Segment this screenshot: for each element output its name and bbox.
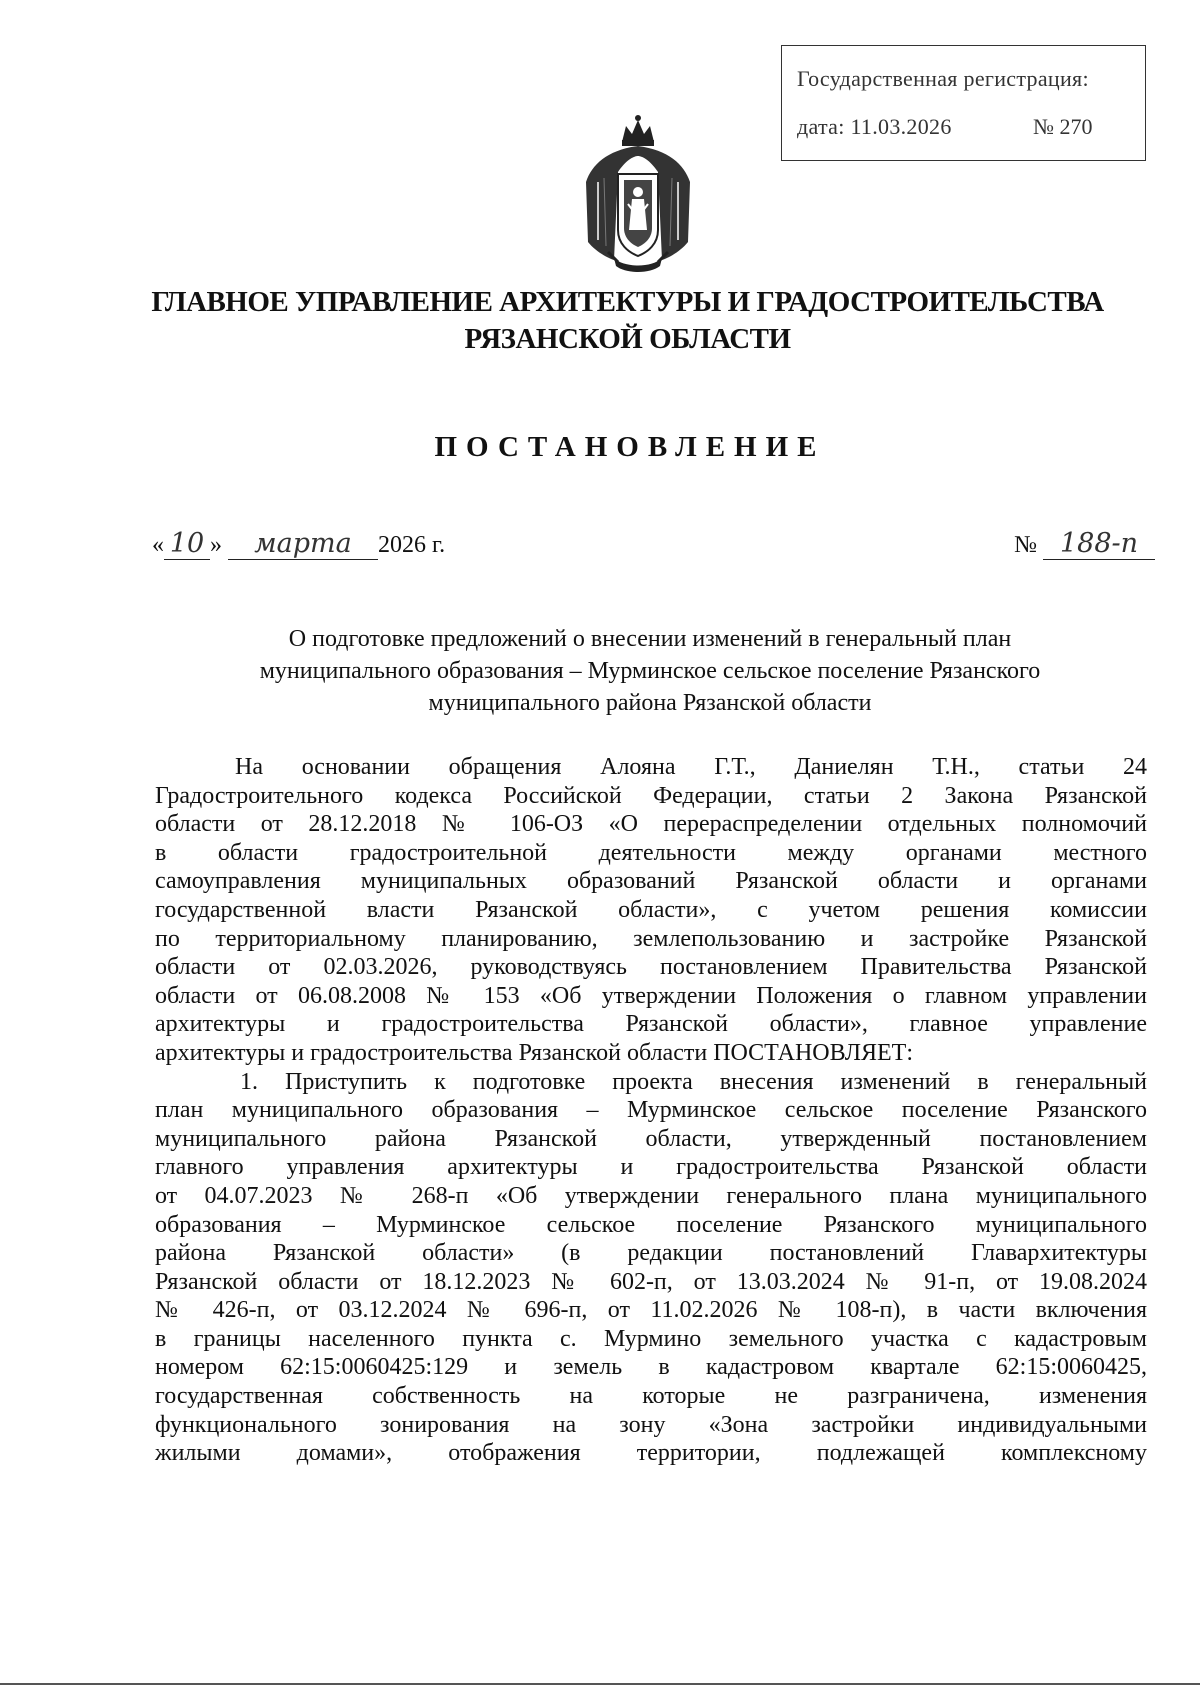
- body-line: государственная собственность на которые не разграничена, изменения: [155, 1383, 1147, 1410]
- body-line: план муниципального образования – Мурминское сельское поселение Рязанского: [155, 1097, 1147, 1124]
- body-line: района Рязанской области» (в редакции постановлений Главархитектуры: [155, 1240, 1147, 1267]
- body-line: № 426-п, от 03.12.2024 № 696-п, от 11.02.2026 № 108-п), в части включения: [155, 1297, 1147, 1324]
- body-line: самоуправления муниципальных образований Рязанской области и органами: [155, 868, 1147, 895]
- body-line: образования – Мурминское сельское поселение Рязанского муниципального: [155, 1211, 1147, 1238]
- number-prefix: №: [1014, 532, 1037, 558]
- number-value: 188-п: [1043, 529, 1155, 560]
- body-line: от 04.07.2023 № 268-п «Об утверждении генерального плана муниципального: [155, 1182, 1147, 1209]
- body-line: архитектуры и градостроительства Рязанской области ПОСТАНОВЛЯЕТ:: [155, 1039, 913, 1066]
- date-day: 10: [164, 529, 210, 560]
- registration-number: № 270: [1033, 114, 1093, 139]
- body-line: в области градостроительной деятельности между органами местного: [155, 839, 1147, 866]
- registration-stamp: [781, 45, 1146, 161]
- body-line: главного управления архитектуры и градостроительства Рязанской области: [155, 1154, 1147, 1181]
- document-subject: [150, 623, 1150, 719]
- body-line: Градостроительного кодекса Российской Федерации, статьи 2 Закона Рязанской: [155, 782, 1147, 809]
- body-line: жилыми домами», отображения территории, подлежащей комплексному: [155, 1440, 1147, 1467]
- document-number: [1014, 529, 1155, 560]
- organization-name-line2: РЯЗАНСКОЙ ОБЛАСТИ: [464, 323, 791, 355]
- registration-date: дата: 11.03.2026: [797, 114, 952, 139]
- document-body: [155, 753, 1147, 1468]
- body-line: Рязанской области от 18.12.2023 № 602-п, от 13.03.2024 № 91-п, от 19.08.2024: [155, 1268, 1147, 1295]
- date-year: 2026 г.: [378, 532, 446, 558]
- page-bottom-rule: [0, 1683, 1200, 1685]
- body-line: в границы населенного пункта с. Мурмино земельного участка с кадастровым: [155, 1325, 1147, 1352]
- date-close-quote: »: [210, 532, 222, 558]
- body-line: номером 62:15:0060425:129 и земель в кадастровом квартале 62:15:0060425,: [155, 1354, 1147, 1381]
- date-month: марта: [228, 529, 378, 560]
- body-line: области от 28.12.2018 № 106-ОЗ «О перераспределении отдельных полномочий: [155, 811, 1147, 838]
- registration-title: Государственная регистрация:: [797, 66, 1089, 91]
- body-line: государственной власти Рязанской области», с учетом решения комиссии: [155, 896, 1147, 923]
- date-open-quote: «: [152, 532, 164, 558]
- body-line: области от 02.03.2026, руководствуясь постановлением Правительства Рязанской: [155, 954, 1147, 981]
- body-line: 1. Приступить к подготовке проекта внесения изменений в генеральный: [240, 1068, 1147, 1095]
- body-line: функционального зонирования на зону «Зона застройки индивидуальными: [155, 1411, 1147, 1438]
- organization-name-line1: ГЛАВНОЕ УПРАВЛЕНИЕ АРХИТЕКТУРЫ И ГРАДОСТРОИТЕЛЬСТВА: [151, 286, 1104, 318]
- body-line: На основании обращения Алояна Г.Т., Даниелян Т.Н., статьи 24: [235, 754, 1147, 780]
- document-type: ПОСТАНОВЛЕНИЕ: [434, 431, 826, 463]
- document-date: [152, 529, 1152, 569]
- subject-line: муниципального района Рязанской области: [428, 690, 872, 716]
- body-line: архитектуры и градостроительства Рязанской области», главное управление: [155, 1011, 1147, 1038]
- coat-of-arms-icon: [578, 112, 698, 277]
- subject-line: О подготовке предложений о внесении изменений в генеральный план: [288, 626, 1012, 652]
- body-line: по территориальному планированию, землепользованию и застройке Рязанской: [155, 925, 1147, 952]
- subject-line: муниципального образования – Мурминское сельское поселение Рязанского: [259, 658, 1041, 684]
- body-line: муниципального района Рязанской области, утвержденный постановлением: [155, 1125, 1147, 1152]
- body-line: области от 06.08.2008 № 153 «Об утверждении Положения о главном управлении: [155, 982, 1147, 1009]
